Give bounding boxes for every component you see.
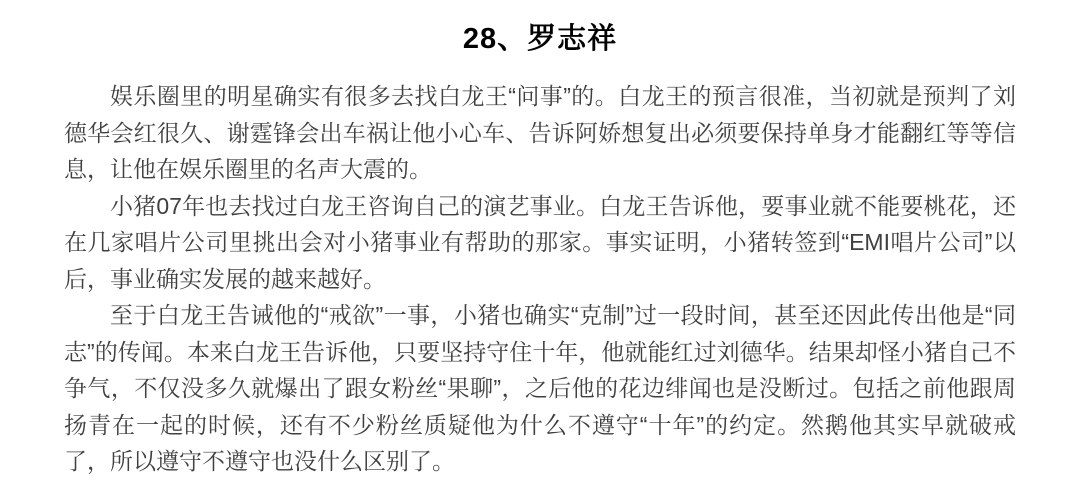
article-paragraph: 至于白龙王告诫他的“戒欲”一事，小猪也确实“克制”过一段时间，甚至还因此传出他是“同志”的传闻。本来白龙王告诉他，只要坚持守住十年，他就能红过刘德华。结果却怪小猪自己不争气，不仅没多久就爆出了跟女粉丝“果聊”，之后他的花边绯闻也是没断过。包括之前他跟周扬青在一起的时候，还有不少粉丝质疑他为什么不遵守“十年”的约定。然鹅他其实早就破戒了，所以遵守不遵守也没什么区别了。 [64, 302, 1016, 474]
article-paragraph: 小猪07年也去找过白龙王咨询自己的演艺事业。白龙王告诉他，要事业就不能要桃花，还在几家唱片公司里挑出会对小猪事业有帮助的那家。事实证明，小猪转签到“EMI唱片公司”以后，事业确实发展的越来越好。 [64, 192, 1016, 292]
article-paragraph: 娱乐圈里的明星确实有很多去找白龙王“问事”的。白龙王的预言很准，当初就是预判了刘德华会红很久、谢霆锋会出车祸让他小心车、告诉阿娇想复出必须要保持单身才能翻红等等信息，让他在娱乐圈里的名声大震的。 [64, 83, 1016, 182]
article-title: 28、罗志祥 [462, 23, 618, 55]
article-body [64, 78, 1016, 480]
